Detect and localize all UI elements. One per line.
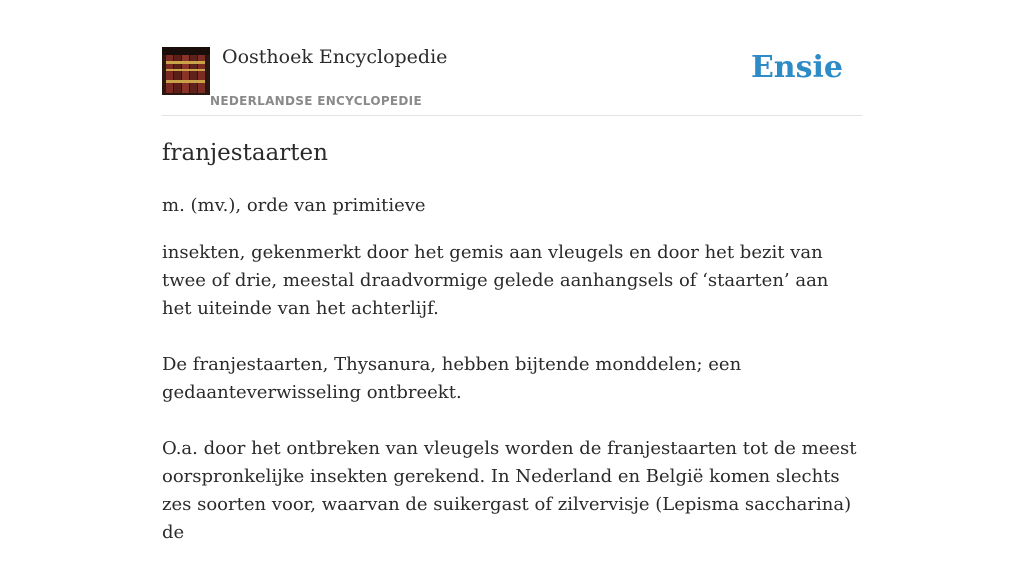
site-title[interactable]: Oosthoek Encyclopedie [222, 46, 448, 68]
ensie-logo[interactable]: Ensie [750, 50, 843, 85]
article-paragraph: O.a. door het ontbreken van vleugels worden de franjestaarten tot de meest oorspronkelijke insekten gerekend. In Nederland en België komen slechts zes soorten voor, waarvan de suikergast of zilvervisje (Lepisma saccharina) de [162, 438, 857, 543]
site-header [162, 0, 862, 116]
article-body [162, 239, 862, 575]
books-image-icon [162, 47, 210, 95]
article-summary: m. (mv.), orde van primitieve [162, 195, 426, 216]
article-title: franjestaarten [162, 140, 328, 166]
site-subtitle: NEDERLANDSE ENCYCLOPEDIE [210, 94, 422, 108]
article-paragraph: insekten, gekenmerkt door het gemis aan vleugels en door het bezit van twee of drie, meestal draadvormige gelede aanhangsels of ‘staarten’ aan het uiteinde van het achterlijf. [162, 242, 829, 319]
page [162, 0, 862, 543]
article-paragraph: De franjestaarten, Thysanura, hebben bijtende monddelen; een gedaanteverwisseling ontbreekt. [162, 354, 742, 403]
encyclopedia-books-avatar[interactable] [162, 47, 210, 95]
